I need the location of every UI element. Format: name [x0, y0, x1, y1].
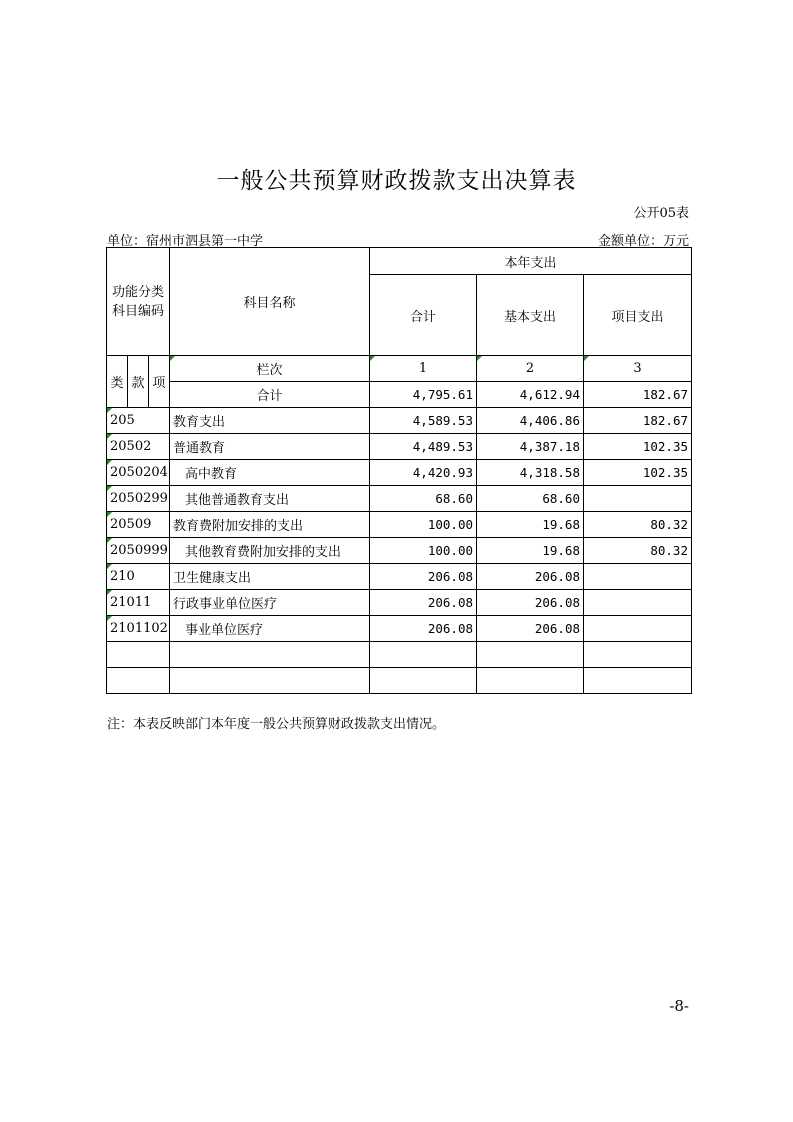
page-number: -8-	[669, 997, 689, 1015]
row-total: 100.00	[370, 538, 477, 564]
func-class-line1: 功能分类	[111, 284, 164, 300]
total-header: 合计	[370, 275, 477, 356]
empty-cell	[107, 642, 170, 668]
col2-label: 2	[477, 356, 584, 382]
empty-cell	[584, 668, 692, 694]
kuan-header: 款	[128, 356, 149, 408]
row-name: 行政事业单位医疗	[170, 590, 370, 616]
row-basic: 206.08	[477, 564, 584, 590]
header-row-1	[107, 248, 692, 275]
table-row	[107, 564, 692, 590]
row-basic: 19.68	[477, 538, 584, 564]
col1-label: 1	[370, 356, 477, 382]
row-name: 普通教育	[170, 434, 370, 460]
row-total: 206.08	[370, 590, 477, 616]
row-project	[584, 486, 692, 512]
table-note: 注：本表反映部门本年度一般公共预算财政拨款支出情况。	[107, 717, 446, 732]
row-code: 2050299	[107, 486, 170, 512]
table-row	[107, 460, 692, 486]
money-unit: 金额单位：万元	[597, 234, 689, 249]
empty-cell	[477, 642, 584, 668]
row-basic: 4,318.58	[477, 460, 584, 486]
current-year-header: 本年支出	[370, 248, 692, 275]
table-row	[107, 538, 692, 564]
row-total: 100.00	[370, 512, 477, 538]
table-code: 公开05表	[633, 206, 689, 221]
subject-name-header: 科目名称	[170, 248, 370, 356]
totals-row	[107, 382, 692, 408]
row-project	[584, 616, 692, 642]
empty-cell	[107, 668, 170, 694]
row-total: 206.08	[370, 564, 477, 590]
table-row	[107, 408, 692, 434]
sum-total: 4,795.61	[370, 382, 477, 408]
row-name: 其他教育费附加安排的支出	[170, 538, 370, 564]
row-code: 2050999	[107, 538, 170, 564]
row-basic: 206.08	[477, 590, 584, 616]
row-code: 2050204	[107, 460, 170, 486]
row-basic: 4,406.86	[477, 408, 584, 434]
row-total: 4,420.93	[370, 460, 477, 486]
row-code: 210	[107, 564, 170, 590]
table-row	[107, 512, 692, 538]
row-total: 4,589.53	[370, 408, 477, 434]
page-title: 一般公共预算财政拨款支出决算表	[216, 168, 577, 194]
lei-header: 类	[107, 356, 128, 408]
row-project: 80.32	[584, 538, 692, 564]
row-project	[584, 590, 692, 616]
row-code: 21011	[107, 590, 170, 616]
row-name: 教育费附加安排的支出	[170, 512, 370, 538]
basic-header: 基本支出	[477, 275, 584, 356]
row-total: 4,489.53	[370, 434, 477, 460]
row-code: 20509	[107, 512, 170, 538]
row-code: 205	[107, 408, 170, 434]
row-name: 高中教育	[170, 460, 370, 486]
row-code: 20502	[107, 434, 170, 460]
table-row	[107, 486, 692, 512]
column-no-row	[107, 356, 692, 382]
sum-basic: 4,612.94	[477, 382, 584, 408]
row-name: 事业单位医疗	[170, 616, 370, 642]
row-basic: 206.08	[477, 616, 584, 642]
row-basic: 4,387.18	[477, 434, 584, 460]
unit-label: 单位：宿州市泗县第一中学	[107, 234, 264, 249]
row-name: 教育支出	[170, 408, 370, 434]
col3-label: 3	[584, 356, 692, 382]
empty-row	[107, 642, 692, 668]
row-name: 其他普通教育支出	[170, 486, 370, 512]
func-class-header	[107, 248, 170, 356]
empty-cell	[584, 642, 692, 668]
xiang-header: 项	[149, 356, 170, 408]
empty-cell	[370, 668, 477, 694]
row-project	[584, 564, 692, 590]
row-project: 102.35	[584, 460, 692, 486]
column-no-label: 栏次	[170, 356, 370, 382]
empty-row	[107, 668, 692, 694]
sum-project: 182.67	[584, 382, 692, 408]
budget-table	[106, 247, 692, 694]
row-basic: 68.60	[477, 486, 584, 512]
row-total: 206.08	[370, 616, 477, 642]
row-basic: 19.68	[477, 512, 584, 538]
empty-cell	[477, 668, 584, 694]
sum-label: 合计	[170, 382, 370, 408]
row-project: 80.32	[584, 512, 692, 538]
empty-cell	[170, 668, 370, 694]
func-class-line2: 科目编码	[111, 303, 164, 319]
row-name: 卫生健康支出	[170, 564, 370, 590]
empty-cell	[370, 642, 477, 668]
project-header: 项目支出	[584, 275, 692, 356]
table-row	[107, 434, 692, 460]
row-code: 2101102	[107, 616, 170, 642]
row-project: 182.67	[584, 408, 692, 434]
table-row	[107, 590, 692, 616]
row-project: 102.35	[584, 434, 692, 460]
row-total: 68.60	[370, 486, 477, 512]
empty-cell	[170, 642, 370, 668]
table-row	[107, 616, 692, 642]
